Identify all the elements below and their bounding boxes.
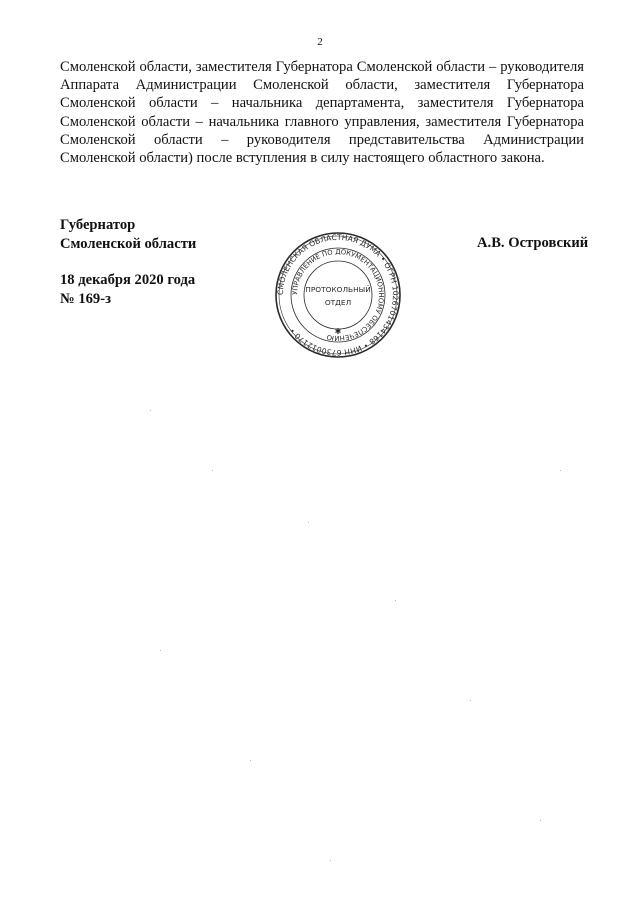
signer-position-line2: Смоленской области [60,235,197,252]
signer-position-line1: Губернатор [60,217,136,233]
seal-inner-circle [304,261,372,329]
scan-speck [560,470,561,471]
scan-speck [540,820,541,821]
body-paragraph: Смоленской области, заместителя Губернатора Смоленской области – руководителя Аппарата Администрации Смоленской области, заместителя Губернатора Смоленской области – начальника департамента, заместителя Губернатора Смоленской области – начальника главного управления, заместителя Губернатора Смоленской области – руководителя представительства Администрации Смоленской области) после вступления в силу настоящего областного закона. [60,59,584,167]
scan-speck [212,470,213,471]
scan-speck [150,410,151,411]
signer-name: А.В. Островский [477,235,589,251]
scan-speck [250,760,251,761]
scan-speck [308,522,309,523]
document-number: № 169-з [60,290,111,307]
seal-center-line2: ОТДЕЛ [324,298,352,307]
scan-speck [395,600,396,601]
signature-block [60,216,196,308]
page-number: 2 [317,36,323,48]
seal-star-icon: ✱ [334,327,342,336]
document-date: 18 декабря 2020 года [60,272,196,288]
scan-speck [160,650,161,651]
official-seal-stamp [273,230,403,360]
seal-center-line1: ПРОТОКОЛЬНЫЙ [305,285,371,294]
scan-speck [470,700,471,701]
seal-inner-textpath: УПРАВЛЕНИЕ ПО ДОКУМЕНТАЦИОННОМУ ОБЕСПЕЧЕНИЮ [290,247,386,343]
scan-speck [330,860,331,861]
spacer [60,253,196,271]
seal-outer-textpath: СМОЛЕНСКАЯ ОБЛАСТНАЯ ДУМА • ОГРН 1026701434168 • ИНН 6730012170 • [275,232,401,358]
